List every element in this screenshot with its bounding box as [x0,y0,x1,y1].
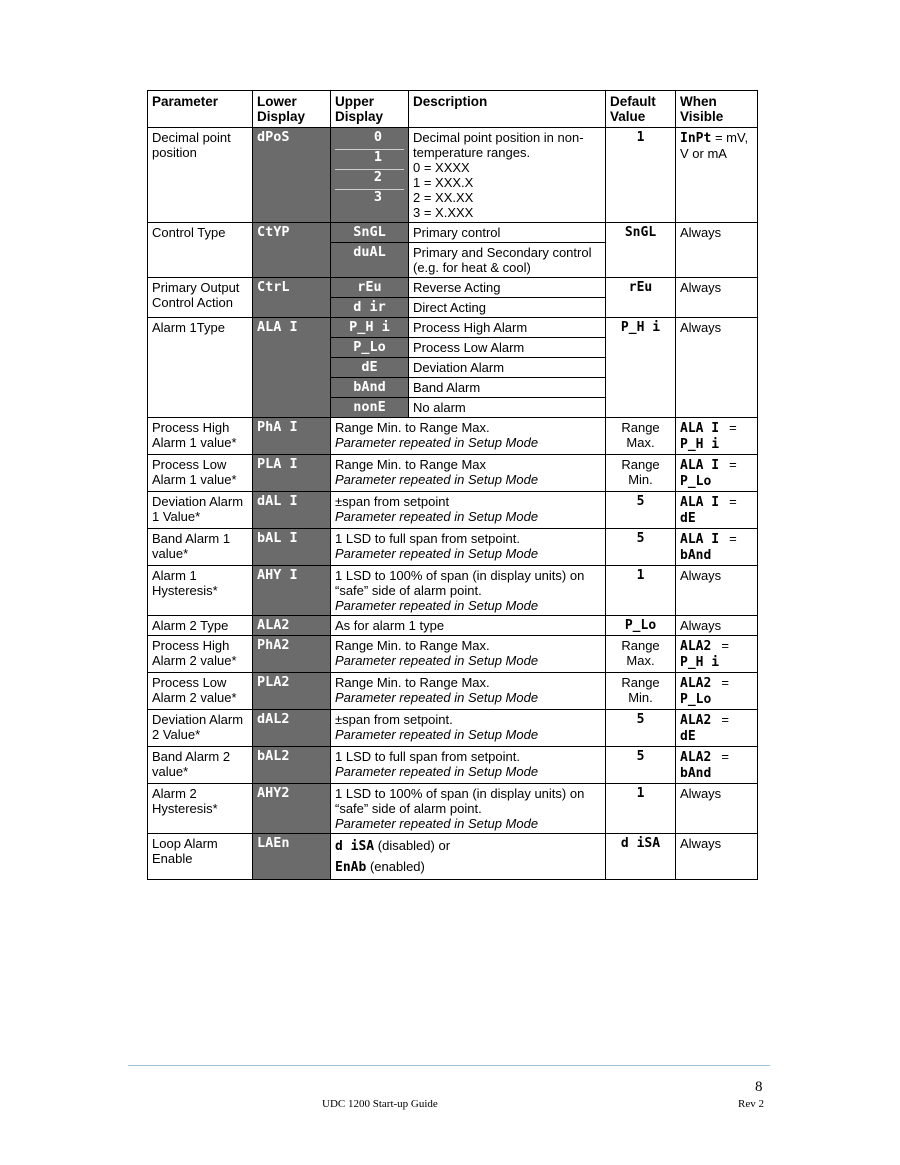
description: No alarm [409,398,606,418]
param-name: Process Low Alarm 2 value* [148,673,253,710]
description: Primary and Secondary control (e.g. for heat & cool) [409,243,606,278]
visible-value: P_Lo [680,692,712,707]
table-row-ctyp [148,223,758,243]
description [331,710,606,747]
when-visible: Always [676,834,758,880]
desc-note: Parameter repeated in Setup Mode [335,435,539,450]
desc-note: Parameter repeated in Setup Mode [335,546,539,561]
footer-revision: Rev 2 [738,1098,764,1110]
table-row [148,529,758,566]
desc-note: Parameter repeated in Setup Mode [335,509,539,524]
desc-text: 1 LSD to 100% of span (in display units) on “safe” side of alarm point. [335,568,585,598]
visible-param: ALA I [680,421,720,436]
default-value: SnGL [606,223,676,278]
when-visible [676,673,758,710]
desc-note: Parameter repeated in Setup Mode [335,816,539,831]
option-enabled-text: (enabled) [369,859,425,874]
param-name: Band Alarm 1 value* [148,529,253,566]
default-value: Range Min. [606,673,676,710]
param-name: Control Type [148,223,253,278]
description: Primary control [409,223,606,243]
visible-value: dE [680,729,696,744]
upper-display: duAL [331,243,409,278]
table-row-ala1 [148,318,758,338]
when-visible: Always [676,616,758,636]
default-value: 5 [606,747,676,784]
visible-value: bAnd [680,548,712,563]
lower-display: dAL2 [253,710,331,747]
default-value: Range Max. [606,418,676,455]
desc-text: Range Min. to Range Max. [335,675,490,690]
lower-display: PLA I [253,455,331,492]
description [331,673,606,710]
default-value: 1 [606,784,676,834]
desc-line: 0 = XXXX [413,160,470,175]
visible-param: ALA I [680,532,720,547]
visible-equals: = [729,494,737,509]
desc-text: Range Min. to Range Max. [335,420,490,435]
when-visible: Always [676,566,758,616]
default-value: Range Max. [606,636,676,673]
description [409,128,606,223]
table-row [148,418,758,455]
table-row-ctrl [148,278,758,298]
desc-text: 1 LSD to full span from setpoint. [335,749,520,764]
default-value: P_Lo [606,616,676,636]
table-row [148,710,758,747]
when-visible [676,128,758,223]
upper-display-stack [331,128,409,223]
visible-param: ALA2 [680,713,712,728]
upper-display: dE [331,358,409,378]
desc-text: Range Min. to Range Max. [335,638,490,653]
option-disabled-text: (disabled) or [377,838,451,853]
table-row [148,784,758,834]
option-disabled: d iSA [335,839,375,854]
when-visible [676,418,758,455]
default-value: Range Min. [606,455,676,492]
default-value: 1 [606,566,676,616]
table-row [148,616,758,636]
option-enabled: EnAb [335,860,367,875]
description [331,455,606,492]
desc-text: ±span from setpoint. [335,712,453,727]
table-row [148,492,758,529]
param-name: Band Alarm 2 value* [148,747,253,784]
visible-equals: = [729,531,737,546]
param-name: Process High Alarm 2 value* [148,636,253,673]
desc-text: 1 LSD to 100% of span (in display units) on “safe” side of alarm point. [335,786,585,816]
upper-option: 3 [373,189,382,205]
visible-param: ALA2 [680,676,712,691]
visible-equals: = [721,675,729,690]
lower-display: PhA I [253,418,331,455]
when-visible [676,455,758,492]
param-name: Primary Output Control Action [148,278,253,318]
upper-option: 2 [335,170,404,190]
param-name: Loop Alarm Enable [148,834,253,880]
lower-display: CtYP [253,223,331,278]
lower-display: bAL I [253,529,331,566]
visible-equals: = [721,638,729,653]
default-value: 1 [606,128,676,223]
header-lower-display: Lower Display [253,91,331,128]
lower-display: AHY I [253,566,331,616]
param-name: Alarm 2 Hysteresis* [148,784,253,834]
param-name: Alarm 1 Hysteresis* [148,566,253,616]
desc-note: Parameter repeated in Setup Mode [335,690,539,705]
description: Band Alarm [409,378,606,398]
footer-divider [128,1065,770,1066]
desc-text: Range Min. to Range Max [335,457,487,472]
lower-display: LAEn [253,834,331,880]
desc-line: 1 = XXX.X [413,175,474,190]
param-name: Process High Alarm 1 value* [148,418,253,455]
upper-display: P_H i [331,318,409,338]
footer-guide-title: UDC 1200 Start-up Guide [322,1098,438,1110]
table-row [148,566,758,616]
description [331,566,606,616]
description: Direct Acting [409,298,606,318]
visible-value: dE [680,511,696,526]
description [331,636,606,673]
when-visible: Always [676,278,758,318]
when-visible [676,636,758,673]
visible-value: P_H i [680,437,720,452]
default-value: d iSA [606,834,676,880]
upper-display: rEu [331,278,409,298]
desc-line: 2 = XX.XX [413,190,474,205]
when-visible: Always [676,223,758,278]
visible-value: P_Lo [680,474,712,489]
description [331,747,606,784]
when-visible [676,710,758,747]
desc-text: 1 LSD to full span from setpoint. [335,531,520,546]
header-default-value: Default Value [606,91,676,128]
table-row [148,636,758,673]
visible-param: ALA I [680,495,720,510]
header-description: Description [409,91,606,128]
table-row-laen [148,834,758,880]
default-value: 5 [606,529,676,566]
table-row [148,747,758,784]
description [331,418,606,455]
description: Process High Alarm [409,318,606,338]
upper-option: 1 [335,150,404,170]
visible-param: ALA I [680,458,720,473]
lower-display: dPoS [253,128,331,223]
desc-note: Parameter repeated in Setup Mode [335,472,539,487]
when-visible: Always [676,784,758,834]
desc-note: Parameter repeated in Setup Mode [335,598,539,613]
table-row-dpos [148,128,758,223]
table-row [148,673,758,710]
table-row [148,455,758,492]
visible-equals: = [721,749,729,764]
param-name: Alarm 1Type [148,318,253,418]
lower-display: bAL2 [253,747,331,784]
visible-equals: = [729,457,737,472]
visible-value: P_H i [680,655,720,670]
lower-display: ALA2 [253,616,331,636]
header-row [148,91,758,128]
desc-text: ±span from setpoint [335,494,450,509]
upper-display: d ir [331,298,409,318]
page-number: 8 [755,1079,763,1095]
visible-param: ALA2 [680,750,712,765]
desc-text: As for alarm 1 type [335,618,445,633]
visible-param: ALA2 [680,639,712,654]
description: Deviation Alarm [409,358,606,378]
param-name: Decimal point position [148,128,253,223]
param-name: Deviation Alarm 1 Value* [148,492,253,529]
description [331,616,606,636]
when-visible [676,492,758,529]
desc-line: 3 = X.XXX [413,205,474,220]
visible-value: bAnd [680,766,712,781]
when-visible [676,529,758,566]
visible-equals: = [721,712,729,727]
visible-param: InPt [680,131,712,146]
desc-note: Parameter repeated in Setup Mode [335,764,539,779]
lower-display: dAL I [253,492,331,529]
visible-equals: = [729,420,737,435]
param-name: Deviation Alarm 2 Value* [148,710,253,747]
default-value: 5 [606,492,676,529]
description: Reverse Acting [409,278,606,298]
parameter-table [147,90,758,880]
lower-display: PhA2 [253,636,331,673]
header-upper-display: Upper Display [331,91,409,128]
desc-note: Parameter repeated in Setup Mode [335,653,539,668]
when-visible [676,747,758,784]
upper-display: nonE [331,398,409,418]
upper-option: 0 [335,130,404,150]
param-name: Process Low Alarm 1 value* [148,455,253,492]
description [331,784,606,834]
upper-display: P_Lo [331,338,409,358]
default-value: 5 [606,710,676,747]
description [331,529,606,566]
description [331,834,606,880]
lower-display: CtrL [253,278,331,318]
upper-display: bAnd [331,378,409,398]
lower-display: AHY2 [253,784,331,834]
param-name: Alarm 2 Type [148,616,253,636]
desc-line: Decimal point position in non-temperature ranges. [413,130,584,160]
header-when-visible: When Visible [676,91,758,128]
default-value: rEu [606,278,676,318]
description: Process Low Alarm [409,338,606,358]
description [331,492,606,529]
when-visible: Always [676,318,758,418]
lower-display: PLA2 [253,673,331,710]
header-parameter: Parameter [148,91,253,128]
visible-text: = mV, V or mA [680,130,749,161]
lower-display: ALA I [253,318,331,418]
desc-note: Parameter repeated in Setup Mode [335,727,539,742]
default-value: P_H i [606,318,676,418]
upper-display: SnGL [331,223,409,243]
